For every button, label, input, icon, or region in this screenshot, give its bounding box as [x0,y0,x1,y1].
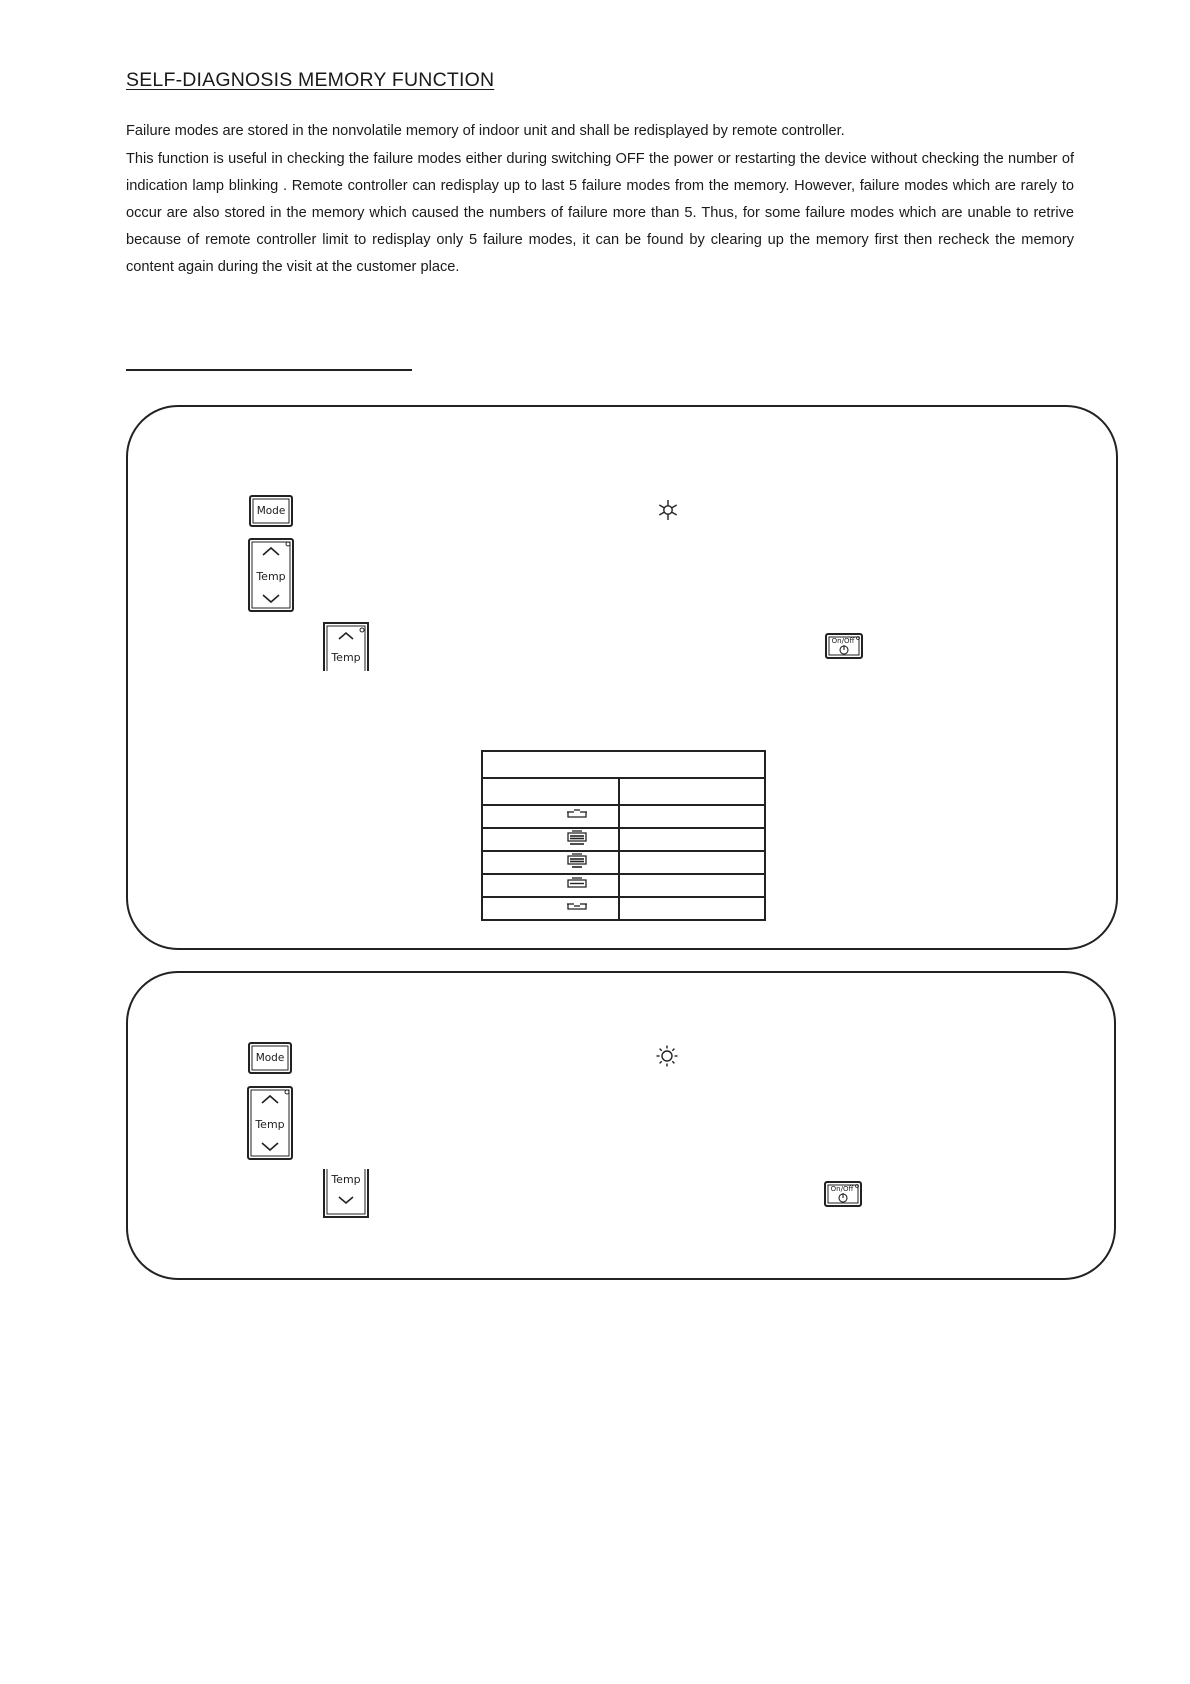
temp-up-button[interactable] [323,621,369,671]
temp-button[interactable] [248,538,294,612]
temp-down-button[interactable] [323,1169,369,1219]
onoff-button-label: On/Off [831,637,855,645]
section-heading-rule [126,369,412,371]
fan-level-4-icon [566,877,588,894]
fan-level-1-icon [566,808,588,825]
table-header-row [482,751,765,778]
onoff-button-label: On/Off [830,1185,854,1193]
temp-button-label: Temp [256,570,286,583]
temp-up-button-label: Temp [331,651,361,664]
table-row [482,805,765,828]
page-title: SELF-DIAGNOSIS MEMORY FUNCTION [126,69,495,91]
fan-level-3-icon [566,855,588,872]
table-row [482,828,765,851]
snowflake-icon [656,498,680,522]
fan-level-5-icon [566,900,588,917]
mode-button[interactable] [248,1042,292,1074]
mode-button-label: Mode [255,1052,285,1064]
table-subheader-cell [482,778,619,805]
temp-button[interactable] [247,1086,293,1160]
mode-button[interactable] [249,495,293,527]
table-subheader-cell [619,778,765,805]
intro-paragraph: Failure modes are stored in the nonvolatile memory of indoor unit and shall be redisplayed by remote controller. [126,123,845,139]
onoff-button[interactable] [825,633,863,659]
temp-button-label: Temp [255,1118,285,1131]
table-row [482,851,765,874]
table-row [482,897,765,920]
onoff-button[interactable] [824,1181,862,1207]
sun-icon [655,1044,679,1068]
description-paragraph: This function is useful in checking the failure modes either during switching OFF the power or restarting the device without checking the number of indication lamp blinking . Remote controller can redisplay up to last 5 failure modes from the memory. However, failure modes which are rarely to occur are also stored in the memory which caused the numbers of failure more than 5. Thus, for some failure modes which are unable to retrive because of remote controller limit to redisplay only 5 failure modes, it can be found by clearing up the memory first then recheck the memory content again during the visit at the customer place. [126,151,1074,275]
mode-button-label: Mode [256,505,286,517]
fan-level-2-icon [566,832,588,849]
table-row [482,874,765,897]
temp-down-button-label: Temp [331,1173,361,1186]
failure-mode-table [481,750,766,921]
